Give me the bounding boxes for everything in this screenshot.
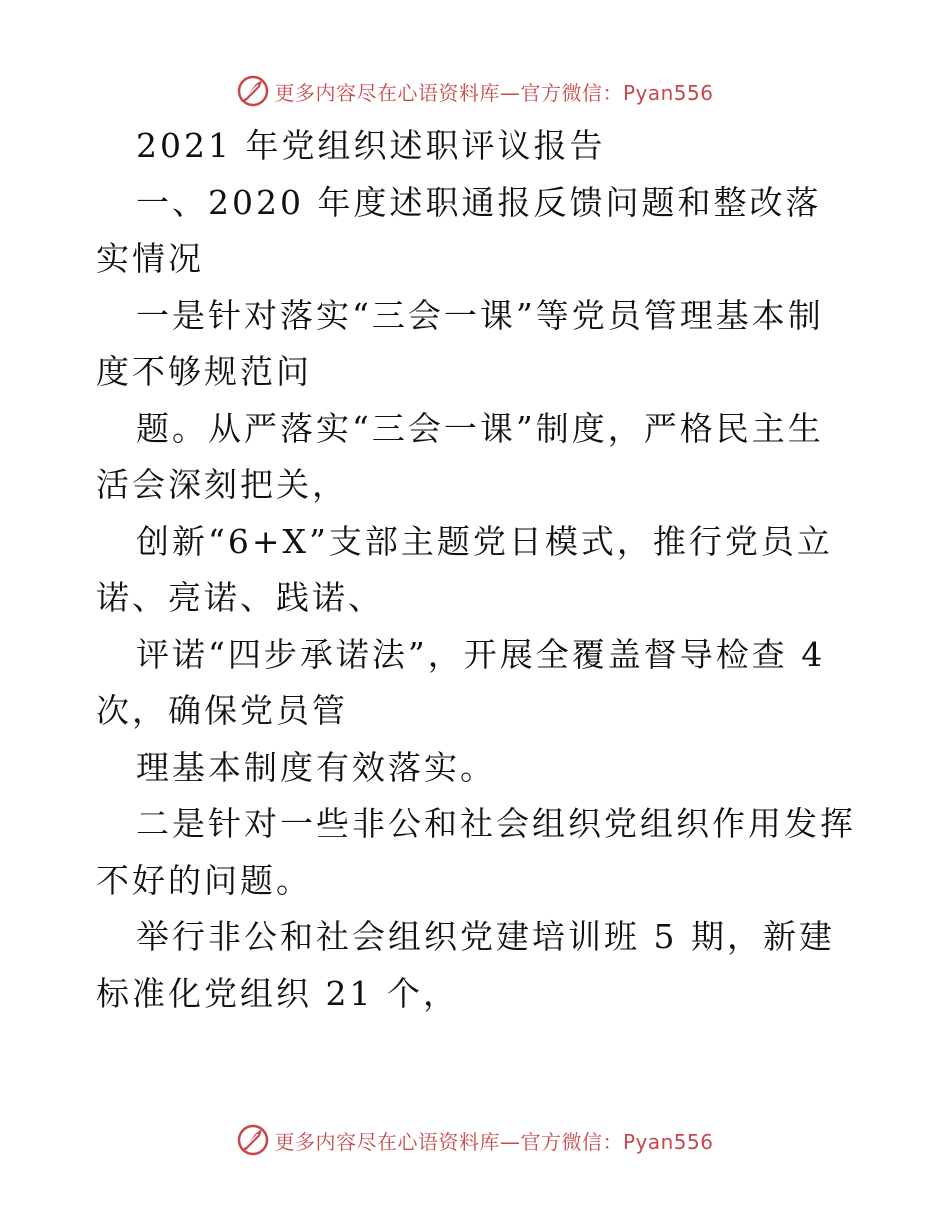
paragraph-6: 二是针对一些非公和社会组织党组织作用发挥不好的问题。 <box>96 804 856 900</box>
watermark-text: 更多内容尽在心语资料库—官方微信：Pyan556 <box>274 1129 714 1154</box>
document-body <box>96 118 856 1022</box>
paragraph-3: 创新“6+X”支部主题党日模式，推行党员立诺、亮诺、践诺、 <box>96 521 833 617</box>
section-heading: 一、2020 年度述职通报反馈问题和整改落实情况 <box>96 182 822 278</box>
watermark-text: 更多内容尽在心语资料库—官方微信：Pyan556 <box>274 80 714 105</box>
header-watermark <box>0 71 950 111</box>
paragraph-2: 题。从严落实“三会一课”制度，严格民主生活会深刻把关， <box>96 408 824 504</box>
quill-pen-logo-icon <box>236 74 270 108</box>
paragraph-1: 一是针对落实“三会一课”等党员管理基本制度不够规范问 <box>96 295 824 391</box>
paragraph-4: 评诺“四步承诺法”，开展全覆盖督导检查 4 次，确保党员管 <box>96 634 826 730</box>
quill-pen-logo-icon <box>236 1123 270 1157</box>
paragraph-5: 理基本制度有效落实。 <box>136 747 496 787</box>
document-title: 2021 年党组织述职评议报告 <box>136 126 606 165</box>
footer-watermark <box>0 1120 950 1160</box>
paragraph-7: 举行非公和社会组织党建培训班 5 期，新建标准化党组织 21 个， <box>96 917 835 1013</box>
